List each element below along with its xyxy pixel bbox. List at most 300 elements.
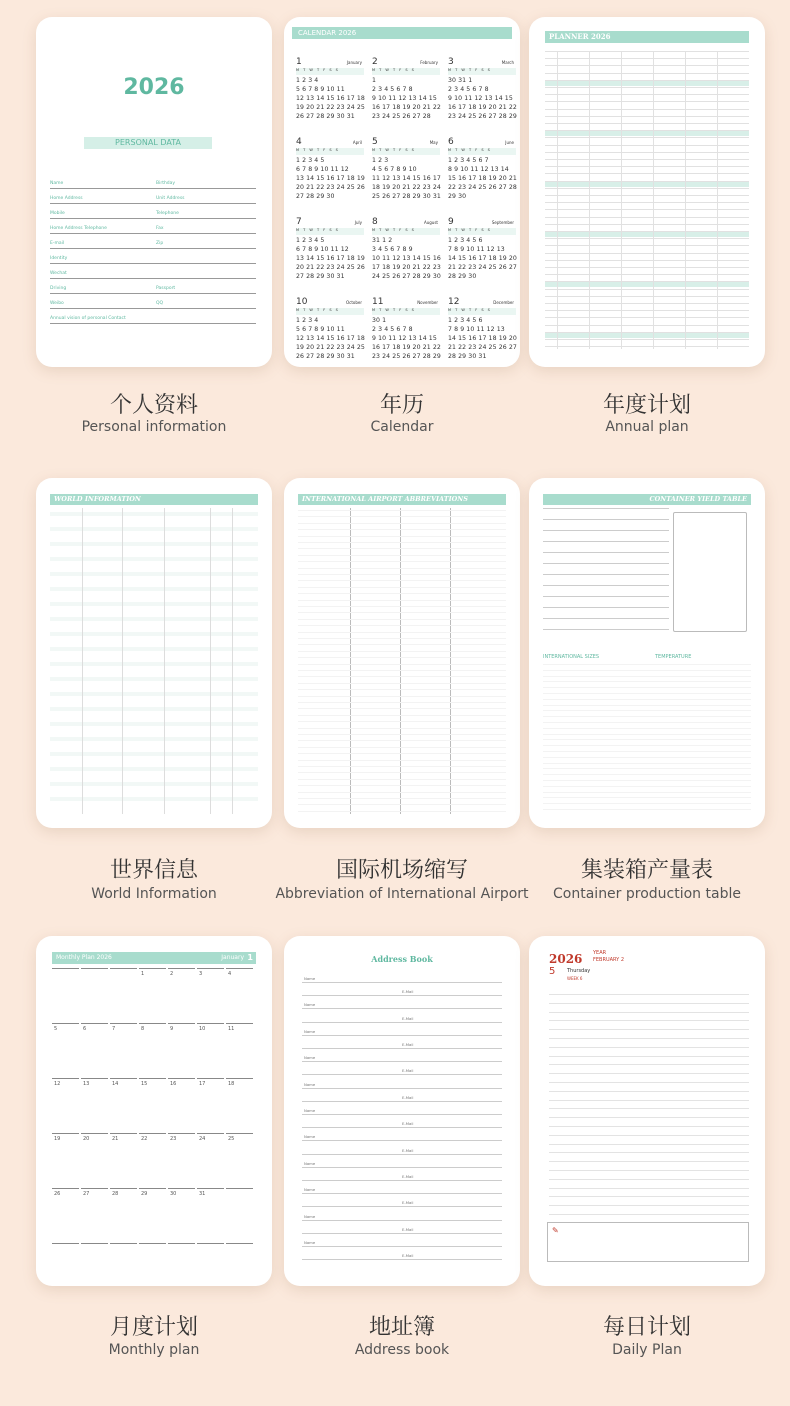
daily-line	[549, 1144, 749, 1145]
month-number: 9	[448, 217, 454, 227]
sizes-row-line	[543, 687, 751, 688]
month-number: 10	[296, 297, 308, 307]
monthly-day-cell[interactable]: 28	[110, 1188, 137, 1241]
planner-row-line	[545, 238, 749, 239]
monthly-day-cell[interactable]: 26	[52, 1188, 79, 1241]
monthly-day-cell[interactable]: 12	[52, 1078, 79, 1131]
month-header	[296, 57, 364, 68]
monthly-day-cell[interactable]: 24	[197, 1133, 224, 1186]
monthly-plan-card[interactable]	[36, 936, 272, 1286]
daily-plan-card[interactable]	[529, 936, 765, 1286]
sizes-row-line	[543, 792, 751, 793]
day-row: 2 3 4 5 6 7 8	[372, 326, 413, 333]
caption-zh-daily: 每日计划	[602, 1315, 691, 1340]
sizes-row-line	[543, 745, 751, 746]
day-row: 21 22 23 24 25 26 27	[448, 264, 517, 271]
day-row: 13 14 15 16 17 18 19	[296, 255, 365, 262]
planner-row-line	[545, 101, 749, 102]
planner-row-line	[545, 58, 749, 59]
sizes-row-line	[543, 716, 751, 717]
planner-row-line	[545, 181, 749, 182]
month-name: October	[345, 300, 362, 305]
table-col-line	[164, 508, 165, 814]
day-row: 28 29 30	[448, 273, 477, 280]
address-line	[302, 1220, 502, 1221]
sizes-row-line	[543, 664, 751, 665]
sizes-row-line	[543, 797, 751, 798]
table-col-line	[122, 508, 123, 814]
personal-field-label: Identity	[50, 256, 68, 261]
address-field-label: E-Mail	[402, 1042, 414, 1047]
planner-row-line	[545, 296, 749, 297]
airport-row-line	[298, 740, 506, 741]
day-row: 23 24 25 26 27 28 29	[372, 353, 441, 360]
personal-field-row[interactable]	[50, 222, 256, 234]
month-name: September	[491, 220, 514, 225]
day-row: 20 21 22 23 24 25 26	[296, 264, 365, 271]
planner-row-line	[545, 73, 749, 74]
monthly-day-cell[interactable]	[81, 968, 108, 1021]
day-row: 6 7 8 9 10 11 12	[296, 246, 349, 253]
airport-row-line	[298, 702, 506, 703]
personal-field-row[interactable]	[50, 267, 256, 279]
day-row: 19 20 21 22 23 24 25	[296, 104, 365, 111]
day-row: 1 2 3 4 5 6 7	[448, 157, 489, 164]
day-row: 28 29 30 31	[448, 353, 487, 360]
calendar-month	[296, 57, 364, 121]
monthly-title	[52, 952, 256, 964]
address-line	[302, 1048, 502, 1049]
personal-field-row[interactable]	[50, 177, 256, 189]
monthly-day-cell[interactable]: 2	[168, 968, 195, 1021]
airport-row-line	[298, 606, 506, 607]
airport-title: INTERNATIONAL AIRPORT ABBREVIATIONS	[298, 494, 506, 505]
planner-row-line	[545, 267, 749, 268]
airport-row-line	[298, 523, 506, 524]
monthly-day-cell[interactable]: 6	[81, 1023, 108, 1076]
month-number: 6	[448, 137, 454, 147]
monthly-day-cell[interactable]: 23	[168, 1133, 195, 1186]
day-row: 16 17 18 19 20 21 22	[372, 344, 441, 351]
personal-field-label: Mobile	[50, 211, 65, 216]
day-row: 18 19 20 21 22 23 24	[372, 184, 441, 191]
monthly-day-cell[interactable]: 14	[110, 1078, 137, 1131]
caption-zh-airport: 国际机场缩写	[335, 858, 468, 883]
month-header	[296, 217, 364, 228]
sizes-row-line	[543, 768, 751, 769]
airport-row-line	[298, 683, 506, 684]
day-row: 2 3 4 5 6 7 8	[372, 86, 413, 93]
container-row-line	[543, 530, 669, 531]
monthly-day-cell[interactable]: 29	[139, 1188, 166, 1241]
day-row: 1 2 3 4 5	[296, 237, 325, 244]
daily-year: 2026	[549, 952, 583, 966]
daily-line	[549, 1152, 749, 1153]
airport-row-line	[298, 529, 506, 530]
planner-row-line	[545, 87, 749, 88]
sizes-row-line	[543, 803, 751, 804]
calendar-month	[296, 297, 364, 361]
caption-en-world: World Information	[91, 886, 217, 902]
daily-line	[549, 1073, 749, 1074]
monthly-day-cell[interactable]: 25	[226, 1133, 253, 1186]
airport-row-line	[298, 542, 506, 543]
day-row: 6 7 8 9 10 11 12	[296, 166, 349, 173]
personal-field-label: Annual vision of personal Contact	[50, 316, 126, 321]
sizes-row-line	[543, 757, 751, 758]
calendar-month	[372, 57, 440, 121]
monthly-day-cell[interactable]	[52, 1243, 79, 1286]
planner-col-line	[685, 51, 686, 349]
address-line	[302, 982, 502, 983]
monthly-day-cell[interactable]: 27	[81, 1188, 108, 1241]
airport-row-line	[298, 708, 506, 709]
month-name: May	[429, 140, 438, 145]
monthly-day-cell[interactable]: 15	[139, 1078, 166, 1131]
address-field-label: Name	[304, 1081, 316, 1087]
airport-row-line	[298, 516, 506, 517]
daily-line	[549, 1188, 749, 1189]
address-line	[302, 1193, 502, 1194]
day-row: 7 8 9 10 11 12 13	[448, 246, 505, 253]
day-row: 26 27 28 29 30 31	[296, 353, 355, 360]
container-row-line	[543, 574, 669, 575]
monthly-day-cell[interactable]	[226, 1188, 253, 1241]
sizes-row-line	[543, 705, 751, 706]
container-truck-diagram	[673, 512, 747, 632]
airport-row-line	[298, 785, 506, 786]
monthly-day-cell[interactable]: 17	[197, 1078, 224, 1131]
caption-en-annual: Annual plan	[605, 419, 689, 435]
planner-card[interactable]	[529, 17, 765, 367]
monthly-day-cell[interactable]: 21	[110, 1133, 137, 1186]
month-header	[448, 137, 516, 148]
planner-row-line	[545, 202, 749, 203]
personal-field-label: Fax	[156, 226, 164, 231]
table-col-line	[210, 508, 211, 814]
daily-line	[549, 1205, 749, 1206]
calendar-month	[448, 297, 516, 361]
daily-line	[549, 1161, 749, 1162]
monthly-day-cell[interactable]	[81, 1243, 108, 1286]
day-row: 16 17 18 19 20 21 22	[448, 104, 517, 111]
container-row-line	[543, 541, 669, 542]
month-number: 8	[372, 217, 378, 227]
sizes-row-line	[543, 670, 751, 671]
address-field-label: E-Mail	[402, 1253, 414, 1259]
monthly-day-cell[interactable]	[52, 968, 79, 1021]
container-row-line	[543, 618, 669, 619]
container-row-line	[543, 585, 669, 586]
month-name: July	[354, 220, 362, 225]
airport-row-line	[298, 561, 506, 562]
planner-row-line	[545, 317, 749, 318]
planner-row-line	[545, 137, 749, 138]
planner-row-line	[545, 274, 749, 275]
sizes-row-line	[543, 728, 751, 729]
daily-weekday: Thursday	[567, 968, 591, 974]
planner-row-line	[545, 332, 749, 333]
container-title: CONTAINER YIELD TABLE	[543, 494, 751, 505]
personal-field-label: Birthday	[156, 181, 176, 186]
monthly-day-cell[interactable]: 1	[139, 968, 166, 1021]
day-row: 24 25 26 27 28 29 30	[372, 273, 441, 280]
personal-field-row[interactable]	[50, 312, 256, 324]
daily-date-label: FEBRUARY 2	[593, 957, 624, 963]
planner-row-line	[545, 152, 749, 153]
month-name: December	[493, 300, 514, 305]
sizes-row-line	[543, 722, 751, 723]
planner-row-line	[545, 195, 749, 196]
sizes-row-line	[543, 676, 751, 677]
monthly-day-cell[interactable]: 20	[81, 1133, 108, 1186]
day-row: 23 24 25 26 27 28	[372, 113, 431, 120]
weekday-row: M T W T F S S	[372, 148, 440, 155]
day-row: 1 2 3 4 5	[296, 157, 325, 164]
airport-row-line	[298, 651, 506, 652]
temp-title: TEMPERATURE	[655, 654, 692, 660]
address-field-label: E-Mail	[402, 1147, 414, 1153]
address-field-label: Name	[304, 1213, 316, 1219]
monthly-day-cell[interactable]	[110, 1243, 137, 1286]
personal-field-label: Home Address Telephone	[50, 226, 107, 231]
monthly-day-cell[interactable]: 10	[197, 1023, 224, 1076]
planner-row-line	[545, 188, 749, 189]
address-line	[302, 1088, 502, 1089]
day-row: 1 2 3 4 5 6	[448, 237, 483, 244]
address-line	[302, 1246, 502, 1247]
day-row: 12 13 14 15 16 17 18	[296, 335, 365, 342]
monthly-day-cell[interactable]	[226, 1243, 253, 1286]
caption-zh-container: 集装箱产量表	[580, 858, 713, 883]
day-row: 25 26 27 28 29 30 31	[372, 193, 441, 200]
address-field-label: E-Mail	[402, 1015, 414, 1021]
personal-field-row[interactable]	[50, 192, 256, 204]
personal-field-label: QQ	[156, 301, 164, 306]
sizes-row-line	[543, 751, 751, 752]
planner-title: PLANNER 2026	[545, 31, 749, 43]
monthly-day-cell[interactable]: 7	[110, 1023, 137, 1076]
calendar-card[interactable]	[284, 17, 520, 367]
address-field-label: E-Mail	[402, 1094, 414, 1100]
planner-row-line	[545, 51, 749, 52]
planner-row-line	[545, 94, 749, 95]
airport-row-line	[298, 689, 506, 690]
pen-icon: ✎	[552, 1226, 559, 1235]
month-header	[372, 217, 440, 228]
monthly-day-cell[interactable]: 22	[139, 1133, 166, 1186]
planner-row-line	[545, 145, 749, 146]
month-name: January	[346, 60, 362, 65]
month-header	[448, 217, 516, 228]
planner-col-line	[557, 51, 558, 349]
planner-row-line	[545, 209, 749, 210]
planner-row-line	[545, 281, 749, 282]
day-row: 12 13 14 15 16 17 18	[296, 95, 365, 102]
address-field-label: E-Mail	[402, 1226, 414, 1232]
planner-row-line	[545, 173, 749, 174]
monthly-month: January	[221, 954, 244, 961]
monthly-day-cell[interactable]: 18	[226, 1078, 253, 1131]
calendar-month	[296, 137, 364, 201]
monthly-day-cell[interactable]: 30	[168, 1188, 195, 1241]
address-line	[302, 1259, 502, 1260]
day-row: 9 10 11 12 13 14 15	[372, 335, 437, 342]
world-info-card[interactable]	[36, 478, 272, 828]
monthly-day-cell[interactable]: 8	[139, 1023, 166, 1076]
calendar-month	[296, 217, 364, 281]
planner-row-line	[545, 346, 749, 347]
airport-row-line	[298, 632, 506, 633]
address-field-label: E-Mail	[402, 989, 414, 995]
monthly-day-cell[interactable]: 9	[168, 1023, 195, 1076]
address-line	[302, 1008, 502, 1009]
calendar-month	[372, 137, 440, 201]
weekday-row: M T W T F S S	[372, 228, 440, 235]
monthly-day-cell[interactable]: 11	[226, 1023, 253, 1076]
airport-row-line	[298, 670, 506, 671]
month-number: 5	[372, 137, 378, 147]
daily-line	[549, 1179, 749, 1180]
caption-en-daily: Daily Plan	[612, 1342, 682, 1358]
personal-data-card[interactable]	[36, 17, 272, 367]
airport-row-line	[298, 772, 506, 773]
airport-row-line	[298, 625, 506, 626]
daily-line	[549, 994, 749, 995]
address-field-label: E-Mail	[402, 1121, 414, 1127]
month-header	[372, 137, 440, 148]
day-row: 7 8 9 10 11 12 13	[448, 326, 505, 333]
day-row: 3 4 5 6 7 8 9	[372, 246, 413, 253]
monthly-day-cell[interactable]	[110, 968, 137, 1021]
address-line	[302, 1167, 502, 1168]
monthly-day-cell[interactable]: 16	[168, 1078, 195, 1131]
personal-field-label: Passport	[156, 286, 176, 291]
daily-day: 5	[549, 966, 556, 977]
daily-line	[549, 1056, 749, 1057]
container-row-line	[543, 552, 669, 553]
personal-field-row[interactable]	[50, 207, 256, 219]
personal-field-label: Zip	[156, 241, 164, 246]
airport-card[interactable]	[284, 478, 520, 828]
day-row: 1	[372, 77, 377, 84]
monthly-day-cell[interactable]: 5	[52, 1023, 79, 1076]
day-row: 27 28 29 30 31	[296, 273, 345, 280]
address-book-card[interactable]	[284, 936, 520, 1286]
container-row-line	[543, 607, 669, 608]
daily-line	[549, 1100, 749, 1101]
airport-row-line	[298, 792, 506, 793]
calendar-month	[372, 217, 440, 281]
weekday-row: M T W T F S S	[448, 228, 516, 235]
day-row: 19 20 21 22 23 24 25	[296, 344, 365, 351]
address-field-label: Name	[304, 1134, 316, 1140]
planner-row-line	[545, 303, 749, 304]
monthly-title-text: Monthly Plan 2026	[56, 954, 112, 961]
airport-row-line	[298, 747, 506, 748]
address-field-label: Name	[304, 1187, 316, 1193]
sizes-row-line	[543, 734, 751, 735]
address-field-label: E-Mail	[402, 1200, 414, 1206]
weekday-row: M T W T F S S	[296, 308, 364, 315]
day-row: 29 30	[448, 193, 467, 200]
month-number: 12	[448, 297, 460, 307]
monthly-day-cell[interactable]: 13	[81, 1078, 108, 1131]
sizes-row-line	[543, 681, 751, 682]
sizes-row-line	[543, 786, 751, 787]
address-line	[302, 1233, 502, 1234]
address-line	[302, 995, 502, 996]
personal-field-row[interactable]	[50, 252, 256, 264]
month-header	[448, 57, 516, 68]
daily-line	[549, 1064, 749, 1065]
container-row-line	[543, 563, 669, 564]
airport-row-line	[298, 587, 506, 588]
sizes-row-line	[543, 710, 751, 711]
caption-zh-personal: 个人资料	[109, 393, 198, 418]
container-card[interactable]	[529, 478, 765, 828]
daily-notes-box[interactable]	[547, 1222, 749, 1262]
month-header	[372, 297, 440, 308]
daily-line	[549, 1126, 749, 1127]
airport-row-line	[298, 811, 506, 812]
day-row: 10 11 12 13 14 15 16	[372, 255, 441, 262]
daily-line	[549, 1214, 749, 1215]
caption-zh-world: 世界信息	[109, 858, 198, 883]
month-number: 4	[296, 137, 302, 147]
day-row: 23 24 25 26 27 28 29	[448, 113, 517, 120]
day-row: 4 5 6 7 8 9 10	[372, 166, 417, 173]
airport-row-line	[298, 568, 506, 569]
address-line	[302, 1206, 502, 1207]
monthly-day-cell[interactable]	[168, 1243, 195, 1286]
daily-line	[549, 1117, 749, 1118]
personal-field-label: Wechat	[50, 271, 67, 276]
monthly-day-cell[interactable]: 3	[197, 968, 224, 1021]
day-row: 22 23 24 25 26 27 28	[448, 184, 517, 191]
day-row: 27 28 29 30	[296, 193, 335, 200]
sizes-row-line	[543, 780, 751, 781]
airport-row-line	[298, 734, 506, 735]
day-row: 20 21 22 23 24 25 26	[296, 184, 365, 191]
airport-row-line	[298, 721, 506, 722]
month-number: 11	[372, 297, 384, 307]
monthly-day-cell[interactable]: 19	[52, 1133, 79, 1186]
planner-row-line	[545, 80, 749, 81]
planner-row-line	[545, 289, 749, 290]
address-field-label: Name	[304, 976, 316, 981]
personal-field-row[interactable]	[50, 282, 256, 294]
planner-row-line	[545, 231, 749, 232]
address-field-label: Name	[304, 1108, 316, 1113]
monthly-day-cell[interactable]	[139, 1243, 166, 1286]
planner-row-line	[545, 159, 749, 160]
monthly-day-cell[interactable]	[197, 1243, 224, 1286]
monthly-day-cell[interactable]: 4	[226, 968, 253, 1021]
personal-field-row[interactable]	[50, 297, 256, 309]
address-field-label: Name	[304, 1240, 316, 1245]
personal-field-label: Telephone	[156, 211, 179, 216]
daily-line	[549, 1012, 749, 1013]
personal-field-row[interactable]	[50, 237, 256, 249]
planner-col-line	[717, 51, 718, 349]
monthly-day-cell[interactable]: 31	[197, 1188, 224, 1241]
airport-row-line	[298, 574, 506, 575]
table-col-line	[232, 508, 233, 814]
day-row: 5 6 7 8 9 10 11	[296, 86, 345, 93]
daily-year-label: YEAR	[593, 950, 607, 956]
caption-zh-annual: 年度计划	[602, 393, 691, 418]
